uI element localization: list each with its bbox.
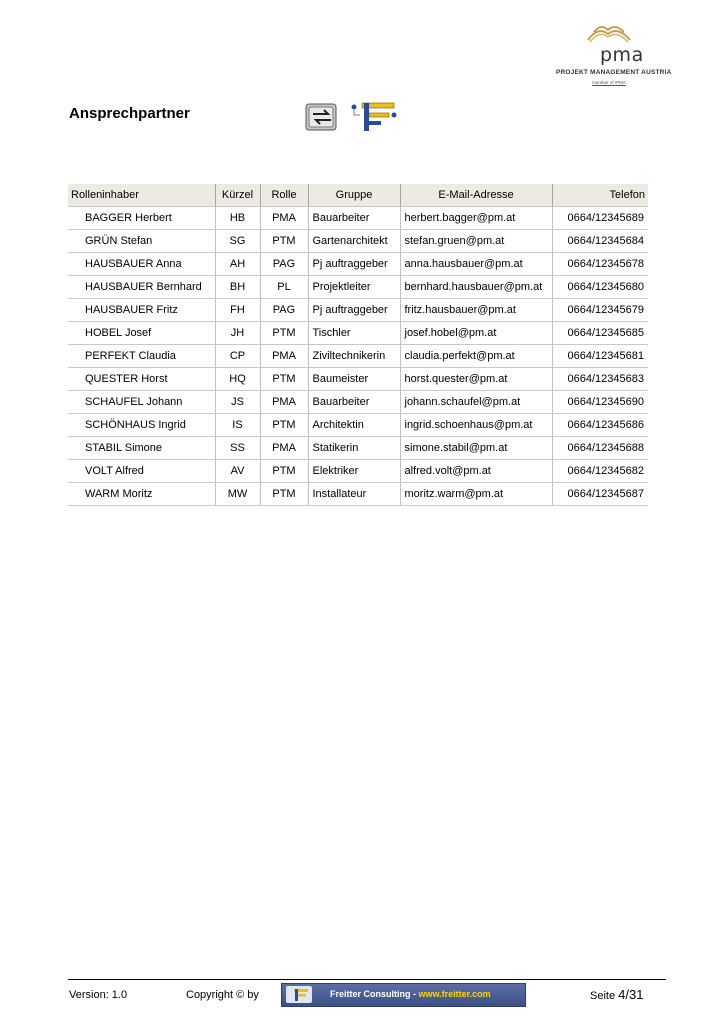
table-cell: simone.stabil@pm.at <box>400 437 552 460</box>
table-cell: HOBEL Josef <box>68 322 215 345</box>
table-cell: Statikerin <box>308 437 400 460</box>
table-cell: QUESTER Horst <box>68 368 215 391</box>
book-icon <box>584 20 634 46</box>
table-cell: HB <box>215 207 260 230</box>
logo-sub: member of IPMA <box>592 80 626 85</box>
table-row[interactable] <box>68 391 648 414</box>
table-cell: HAUSBAUER Bernhard <box>68 276 215 299</box>
table-row[interactable] <box>68 483 648 506</box>
table-cell: 0664/12345690 <box>552 391 648 414</box>
page-number: 4/31 <box>618 987 644 1002</box>
table-cell: Elektriker <box>308 460 400 483</box>
table-cell: ingrid.schoenhaus@pm.at <box>400 414 552 437</box>
table-cell: Gartenarchitekt <box>308 230 400 253</box>
footer-version: Version: 1.0 <box>69 989 128 1001</box>
table-cell: PMA <box>260 437 308 460</box>
table-cell: 0664/12345689 <box>552 207 648 230</box>
table-row[interactable] <box>68 460 648 483</box>
table-cell: josef.hobel@pm.at <box>400 322 552 345</box>
table-cell: claudia.perfekt@pm.at <box>400 345 552 368</box>
banner-company: Freitter Consulting - <box>330 989 419 999</box>
footer-page <box>590 987 643 1002</box>
table-cell: 0664/12345680 <box>552 276 648 299</box>
table-cell: PAG <box>260 253 308 276</box>
table-cell: STABIL Simone <box>68 437 215 460</box>
table-cell: bernhard.hausbauer@pm.at <box>400 276 552 299</box>
table-cell: Pj auftraggeber <box>308 253 400 276</box>
table-cell: PL <box>260 276 308 299</box>
table-cell: MW <box>215 483 260 506</box>
table-cell: 0664/12345682 <box>552 460 648 483</box>
table-cell: IS <box>215 414 260 437</box>
table-cell: 0664/12345678 <box>552 253 648 276</box>
table-header-row <box>68 184 648 207</box>
table-cell: PTM <box>260 483 308 506</box>
table-cell: Tischler <box>308 322 400 345</box>
table-cell: PMA <box>260 207 308 230</box>
table-cell: 0664/12345679 <box>552 299 648 322</box>
table-cell: PTM <box>260 414 308 437</box>
column-header[interactable]: Kürzel <box>215 184 260 207</box>
table-cell: HAUSBAUER Fritz <box>68 299 215 322</box>
table-cell: horst.quester@pm.at <box>400 368 552 391</box>
table-cell: 0664/12345685 <box>552 322 648 345</box>
table-cell: PERFEKT Claudia <box>68 345 215 368</box>
table-cell: JS <box>215 391 260 414</box>
column-header[interactable]: Telefon <box>552 184 648 207</box>
gantt-icon <box>350 99 398 133</box>
banner-url[interactable]: www.freitter.com <box>418 989 491 999</box>
table-row[interactable] <box>68 207 648 230</box>
contacts-table <box>68 184 648 504</box>
table-cell: SG <box>215 230 260 253</box>
table-cell: Pj auftraggeber <box>308 299 400 322</box>
table-cell: PTM <box>260 230 308 253</box>
table-cell: Installateur <box>308 483 400 506</box>
table-cell: Baumeister <box>308 368 400 391</box>
page-label: Seite <box>590 990 619 1002</box>
table-cell: fritz.hausbauer@pm.at <box>400 299 552 322</box>
column-header[interactable]: Rolle <box>260 184 308 207</box>
table-cell: GRÜN Stefan <box>68 230 215 253</box>
table-cell: alfred.volt@pm.at <box>400 460 552 483</box>
table-row[interactable] <box>68 368 648 391</box>
table-cell: PTM <box>260 460 308 483</box>
table-cell: CP <box>215 345 260 368</box>
table-cell: PTM <box>260 368 308 391</box>
table-row[interactable] <box>68 414 648 437</box>
table-cell: SCHÖNHAUS Ingrid <box>68 414 215 437</box>
table-cell: 0664/12345687 <box>552 483 648 506</box>
table-row[interactable] <box>68 299 648 322</box>
table-cell: Projektleiter <box>308 276 400 299</box>
table-cell: PTM <box>260 322 308 345</box>
table-cell: AH <box>215 253 260 276</box>
table-cell: 0664/12345681 <box>552 345 648 368</box>
table-cell: AV <box>215 460 260 483</box>
table-row[interactable] <box>68 345 648 368</box>
table-cell: herbert.bagger@pm.at <box>400 207 552 230</box>
table-cell: Bauarbeiter <box>308 391 400 414</box>
table-cell: Ziviltechnikerin <box>308 345 400 368</box>
column-header[interactable]: Rolleninhaber <box>68 184 215 207</box>
freitter-banner <box>281 983 526 1007</box>
table-row[interactable] <box>68 276 648 299</box>
table-cell: Architektin <box>308 414 400 437</box>
table-cell: johann.schaufel@pm.at <box>400 391 552 414</box>
footer-divider <box>68 979 666 980</box>
freitter-logo-icon <box>286 986 312 1003</box>
table-cell: stefan.gruen@pm.at <box>400 230 552 253</box>
table-row[interactable] <box>68 253 648 276</box>
logo-word: pma <box>600 44 644 66</box>
table-row[interactable] <box>68 230 648 253</box>
column-header[interactable]: Gruppe <box>308 184 400 207</box>
table-cell: PMA <box>260 345 308 368</box>
column-header[interactable]: E-Mail-Adresse <box>400 184 552 207</box>
table-cell: Bauarbeiter <box>308 207 400 230</box>
table-cell: VOLT Alfred <box>68 460 215 483</box>
table-cell: FH <box>215 299 260 322</box>
table-cell: PAG <box>260 299 308 322</box>
table-cell: JH <box>215 322 260 345</box>
footer-copyright: Copyright © by <box>186 989 259 1001</box>
page-heading: Ansprechpartner <box>69 105 190 122</box>
swap-icon <box>304 102 340 132</box>
pma-logo <box>556 20 672 92</box>
table-cell: BAGGER Herbert <box>68 207 215 230</box>
table-cell: 0664/12345686 <box>552 414 648 437</box>
table-cell: PMA <box>260 391 308 414</box>
table-cell: anna.hausbauer@pm.at <box>400 253 552 276</box>
table-cell: SCHAUFEL Johann <box>68 391 215 414</box>
table-cell: 0664/12345683 <box>552 368 648 391</box>
table-row[interactable] <box>68 437 648 460</box>
table-cell: HQ <box>215 368 260 391</box>
table-cell: 0664/12345684 <box>552 230 648 253</box>
logo-tagline: PROJEKT MANAGEMENT AUSTRIA <box>556 69 672 76</box>
table-cell: SS <box>215 437 260 460</box>
table-cell: BH <box>215 276 260 299</box>
table-cell: WARM Moritz <box>68 483 215 506</box>
table-cell: 0664/12345688 <box>552 437 648 460</box>
banner-text <box>330 989 491 999</box>
table-cell: HAUSBAUER Anna <box>68 253 215 276</box>
table-cell: moritz.warm@pm.at <box>400 483 552 506</box>
table-row[interactable] <box>68 322 648 345</box>
